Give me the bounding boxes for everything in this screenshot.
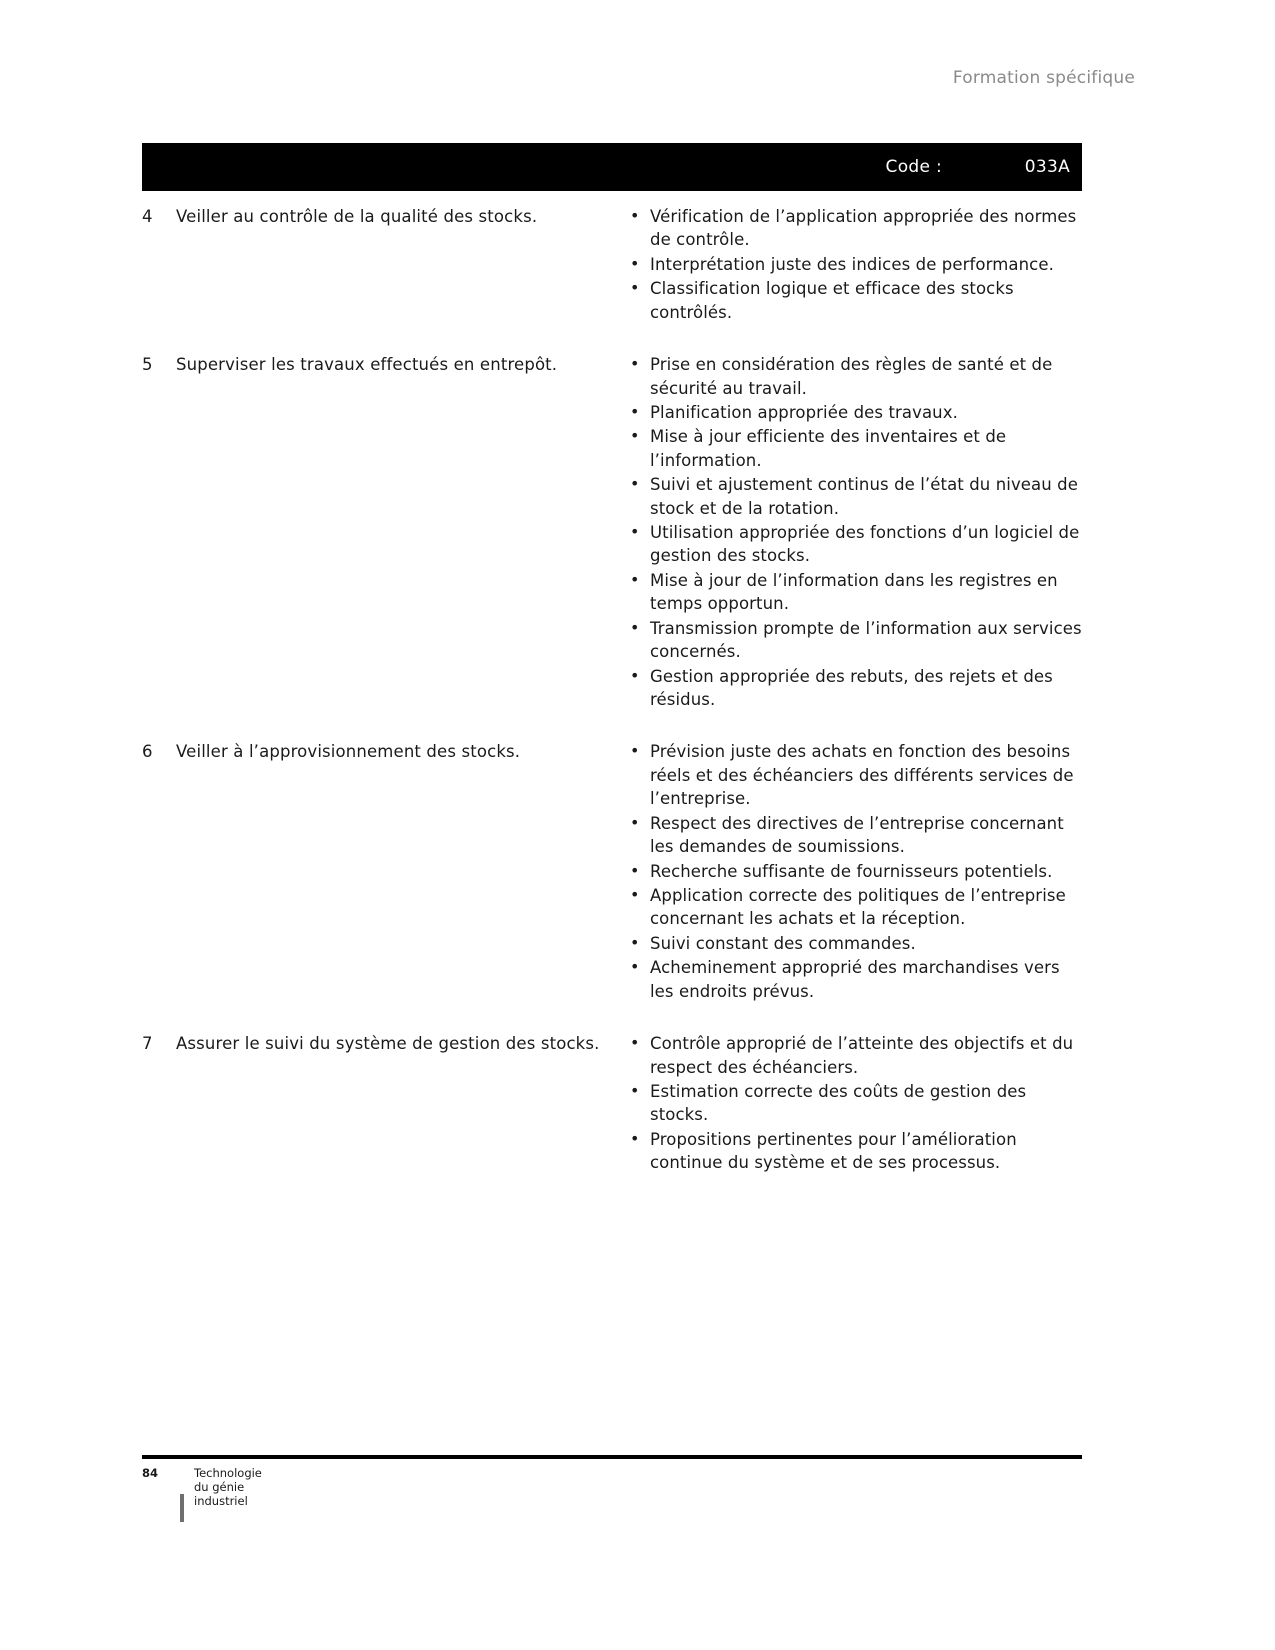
criteria-cell — [622, 205, 1082, 325]
list-item: • Suivi et ajustement continus de l’état du niveau de stock et de la rotation. — [650, 473, 1082, 520]
code-value: 033A — [1024, 157, 1070, 177]
table-row — [142, 1032, 1082, 1176]
list-item: • Classification logique et efficace des stocks contrôlés. — [650, 277, 1082, 324]
table-row — [142, 205, 1082, 325]
edge-mark — [180, 1494, 184, 1522]
criteria-list — [622, 1032, 1082, 1175]
criteria-cell — [622, 353, 1082, 712]
list-item: • Transmission prompte de l’information aux services concernés. — [650, 617, 1082, 664]
code-bar — [142, 143, 1082, 191]
page-number: 84 — [142, 1466, 159, 1480]
task-label: Veiller à l’approvisionnement des stocks. — [176, 742, 521, 762]
competency-table — [142, 205, 1082, 1204]
list-item: • Contrôle approprié de l’atteinte des objectifs et du respect des échéanciers. — [650, 1032, 1082, 1079]
task-number: 7 — [142, 1034, 153, 1054]
list-item: • Interprétation juste des indices de performance. — [650, 253, 1082, 276]
task-cell — [142, 740, 622, 1004]
task-cell — [142, 205, 622, 325]
list-item: • Mise à jour de l’information dans les registres en temps opportun. — [650, 569, 1082, 616]
criteria-list — [622, 740, 1082, 1003]
list-item: • Planification appropriée des travaux. — [650, 401, 1082, 424]
task-number: 4 — [142, 207, 153, 226]
task-number: 6 — [142, 742, 153, 762]
list-item: • Application correcte des politiques de l’entreprise concernant les achats et la réception. — [650, 884, 1082, 931]
list-item: • Prise en considération des règles de santé et de sécurité au travail. — [650, 353, 1082, 400]
criteria-list — [622, 353, 1082, 711]
table-row — [142, 353, 1082, 712]
list-item: • Utilisation appropriée des fonctions d’un logiciel de gestion des stocks. — [650, 521, 1082, 568]
code-label: Code : — [885, 157, 942, 177]
running-head: Formation spécifique — [952, 68, 1135, 88]
footer-divider — [142, 1455, 1082, 1459]
list-item: • Respect des directives de l’entreprise concernant les demandes de soumissions. — [650, 812, 1082, 859]
table-row — [142, 740, 1082, 1004]
list-item: • Recherche suffisante de fournisseurs potentiels. — [650, 860, 1082, 883]
list-item: • Acheminement approprié des marchandises vers les endroits prévus. — [650, 956, 1082, 1003]
criteria-list — [622, 205, 1082, 324]
criteria-cell — [622, 740, 1082, 1004]
document-title: Technologie du génie industriel — [194, 1466, 262, 1508]
task-label: Veiller au contrôle de la qualité des stocks. — [176, 207, 538, 226]
list-item: • Suivi constant des commandes. — [650, 932, 1082, 955]
list-item: • Propositions pertinentes pour l’amélioration continue du système et de ses processus. — [650, 1128, 1082, 1175]
criteria-cell — [622, 1032, 1082, 1176]
list-item: • Vérification de l’application appropriée des normes de contrôle. — [650, 205, 1082, 252]
list-item: • Gestion appropriée des rebuts, des rejets et des résidus. — [650, 665, 1082, 712]
list-item: • Mise à jour efficiente des inventaires et de l’information. — [650, 425, 1082, 472]
task-cell — [142, 353, 622, 712]
task-cell — [142, 1032, 622, 1176]
task-number: 5 — [142, 355, 153, 375]
list-item: • Estimation correcte des coûts de gestion des stocks. — [650, 1080, 1082, 1127]
list-item: • Prévision juste des achats en fonction des besoins réels et des échéanciers des différents services de l’entreprise. — [650, 740, 1082, 810]
task-label: Superviser les travaux effectués en entrepôt. — [176, 355, 558, 375]
task-label: Assurer le suivi du système de gestion des stocks. — [176, 1034, 600, 1054]
